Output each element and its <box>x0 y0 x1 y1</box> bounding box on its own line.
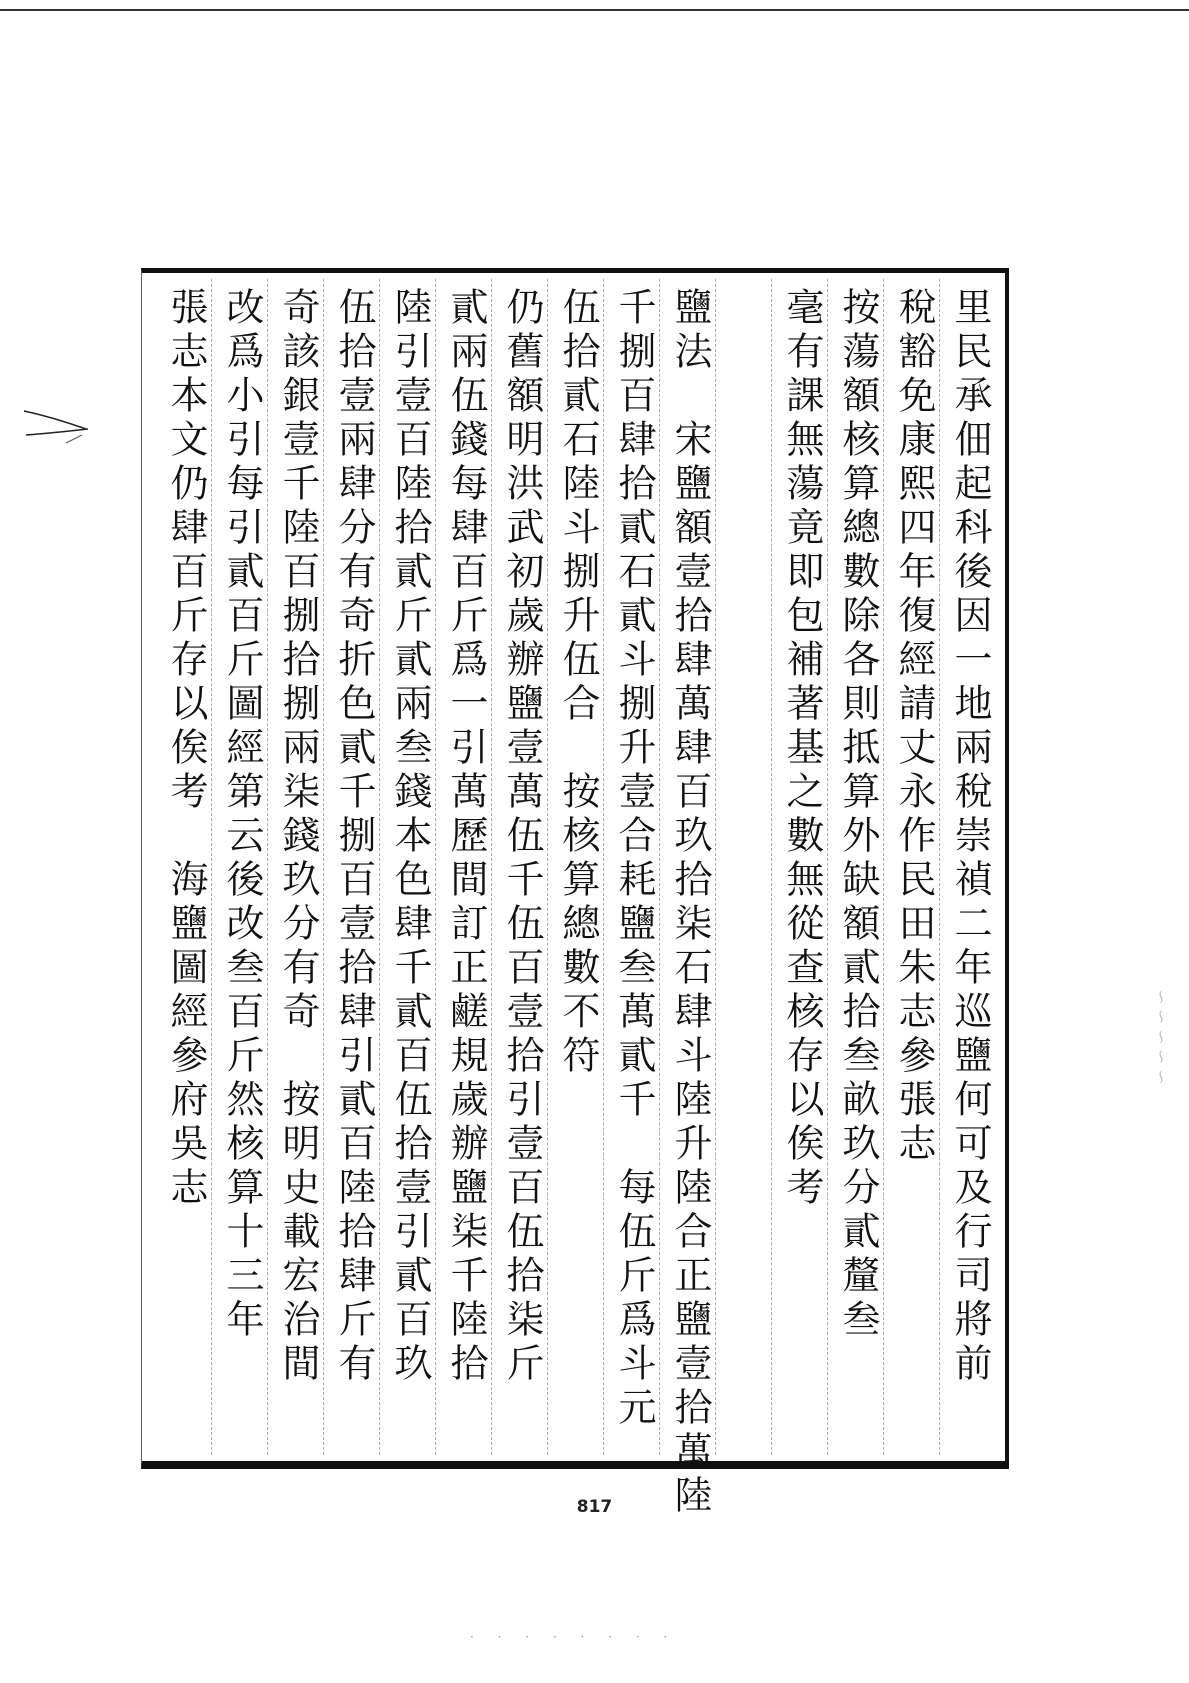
text-column-1: 里民承佃起科後因一地兩稅崇禎二年巡鹽何可及行司將前 <box>948 287 992 1387</box>
column-divider <box>435 279 436 1455</box>
margin-pencil-mark <box>22 405 92 445</box>
column-divider <box>771 279 772 1455</box>
column-divider <box>323 279 324 1455</box>
column-divider <box>211 279 212 1455</box>
text-column-14: 改爲小引每引貳百斤圖經第云後改叁百斤然核算十三年 <box>220 287 264 1343</box>
text-column-9: 仍舊額明洪武初歲辦鹽壹萬伍千伍百壹拾引壹百伍拾柒斤 <box>500 287 544 1387</box>
text-column-10: 貳兩伍錢每肆百斤爲一引萬歷間訂正鹺規歲辦鹽柒千陸拾 <box>444 287 488 1387</box>
text-column-12: 伍拾壹兩肆分有奇折色貳千捌百壹拾肆引貳百陸拾肆斤有 <box>332 287 376 1387</box>
column-divider <box>939 279 940 1455</box>
top-rule <box>0 9 1189 11</box>
page-number: 817 <box>576 1497 613 1517</box>
text-column-15: 張志本文仍肆百斤存以俟考 海鹽圖經參府吳志 <box>164 287 208 1211</box>
column-divider <box>547 279 548 1455</box>
text-column-8: 伍拾貳石陸斗捌升伍合 按核算總數不符 <box>556 287 600 1079</box>
column-divider <box>659 279 660 1455</box>
text-column-3: 按蕩額核算總數除各則抵算外缺額貳拾叁畝玖分貳釐叁 <box>836 287 880 1343</box>
text-column-13: 奇該銀壹千陸百捌拾捌兩柒錢玖分有奇 按明史載宏治間 <box>276 287 320 1387</box>
column-divider <box>379 279 380 1455</box>
column-divider <box>715 279 716 1455</box>
column-divider <box>267 279 268 1455</box>
text-column-6: 鹽法 宋鹽額壹拾肆萬肆百玖拾柒石肆斗陸升陸合正鹽壹拾萬陸 <box>668 287 712 1519</box>
column-divider <box>827 279 828 1455</box>
scan-noise: · · · · · · · · <box>470 1630 678 1644</box>
text-column-4: 毫有課無蕩竟即包補著基之數無從查核存以俟考 <box>780 287 824 1211</box>
column-divider <box>603 279 604 1455</box>
text-column-2: 稅豁免康熙四年復經請丈永作民田朱志參張志 <box>892 287 936 1167</box>
column-divider <box>491 279 492 1455</box>
right-margin-notes: 〜〜〜〜〜 <box>1152 990 1168 1090</box>
column-divider <box>883 279 884 1455</box>
text-column-7: 千捌百肆拾貳石貳斗捌升壹合耗鹽叁萬貳千 每伍斤爲斗元 <box>612 287 656 1431</box>
text-column-11: 陸引壹百陸拾貳斤貳兩叁錢本色肆千貳百伍拾壹引貳百玖 <box>388 287 432 1387</box>
